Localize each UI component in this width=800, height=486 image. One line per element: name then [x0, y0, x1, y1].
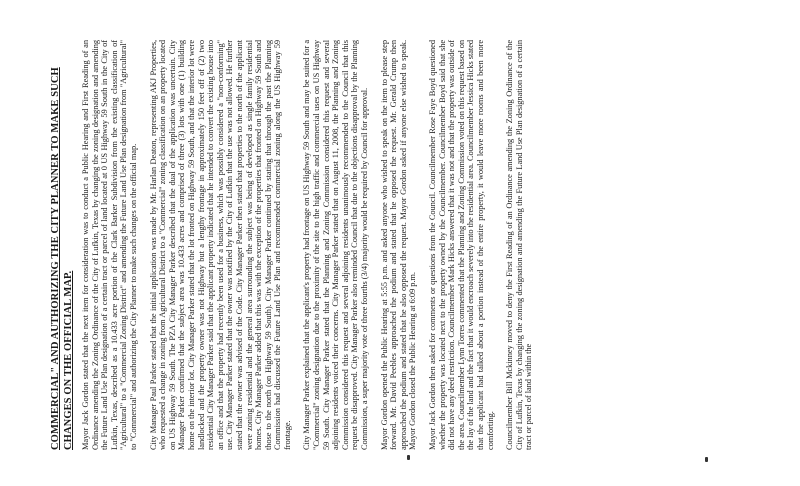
section-heading-line-1: COMMERCIAL" AND AUTHORIZING THE CITY PLANNER TO MAKE SUCH [50, 67, 61, 450]
section-heading [49, 40, 75, 450]
paragraph-intro: Mayor Jack Gordon stated that the next item for consideration was to conduct a Public Hearing and First Reading of an Ordinance amending the Zoning Ordinance of the City of Lufkin, Texas by changing the zoning designation and amending the Future Land Use Plan designation of a certain tract or parcel of land located at 0 US Highway 59 South in the City of Lufkin, Texas, described as a 10.433 acre portion of the Clark Barker Subdivision from the existing classification of "Agricultural" to a "Commercial Zoning District" and amending the Future Land Use Plan designation from "Agricultural" to "Commercial" and authorizing the City Planner to make such changes on the official map. [81, 40, 138, 450]
paragraph-city-manager-report: City Manager Paul Parker stated that the initial application was made by Mr. Harlan Deaton, representing AKJ Properties, who requested a change in zoning from Agricultural District to a "Commercial" zoning classification on an property located on US Highway 59 South. The PZA City Manager Parker described that the dual of the application was uncertain. City Manager Parker confirmed that the subject area was 10.433 acres and comprised of three (3) lots with one (1) building home on the interior lot. City Manager Parker stated that the lot fronted on Highway 59 South, and that the interior lot were landlocked and the property owner was not Highway but a lengthy frontage in approximately 150 feet off of (2) two residential City Manager Parker said that the applicant property indicated that he intended to convert the existing house into an office and that the property had recently been used for a business, which was possibly considered a "non-conforming" use. City Manager Parker stated that the owner was notified by the City of Lufkin that the use was not allowed. He further stated that the owner was advised of the Code. City Manager Parker then stated that properties to the north of the applicant were zoning residential and the general area surrounding the subject was being of developed as single family residential homes. City Manager Parker added that this was with the exception of the properties that fronted on Highway 59 South and those to the north (on Highway 59 South). City Manager Parker continued by stating that through the past the Planning Commission had discussed the Future Land Use Plan and recommended commercial zoning along the US Highway 59 frontage. [148, 40, 292, 450]
paragraph-public-hearing: Mayor Gordon opened the Public Hearing at 5:55 p.m. and asked anyone who wished to speak on the item to please step forward. Mr. David Peebles approached the podium and stated that he opposed the request. Mr. Gerald Crump then approached the podium and stated that he also opposed the request. Mayor Gordon asked if anyone else wished to speak. Mayor Gordon closed the Public Hearing at 6:09 p.m. [379, 40, 418, 450]
scan-mark [407, 455, 410, 460]
paragraph-council-discussion: Mayor Jack Gordon then asked for comments or questions from the Council. Councilmember Rose Faye Boyd questioned whether the property was located next to the property owned by the Councilmember. Councilmember Boyd said that she did not have any deed restriction. Councilmember Mark Hicks answered that it was not and that the property was outside of the area. Councilmember Lynn Torres commented that the Planning and Zoning Commission voted on this request based on the lay of the land and the fact that it would encroach severely into the residential area. Councilmember Jessica Hicks stated that the applicant had talked about a portion instead of the entire property, it would leave more rooms and been more comforting. [428, 40, 495, 450]
paragraph-planning-commission: City Manager Parker explained that the applicant's property had frontage on US Highway 59 South and may be suited for a "Commercial" zoning designation due to the proximity of the site to the high traffic and commercial uses on US Highway 59 South. City Manager Parker stated that the Planning and Zoning Commission considered this request and several adjoining residents voiced their concerns. City Manager Parker stated that on August 11, 2008, the Planning and Zoning Commission considered this request and several adjoining residents unanimously recommended to the Council that this request be disapproved. City Manager Parker also reminded Council that due to the objections disapproval by the Planning Commission, a super majority vote of three fourths (3/4) majority would be required by Council for approval. [302, 40, 370, 450]
paragraph-motion: Councilmember Bill Mckinney moved to deny the First Reading of an Ordinance amending the Zoning Ordinance of the City of Lufkin, Texas by changing the zoning designation and amending the Future Land Use Plan designation of a certain tract or parcel of land within the [505, 40, 534, 450]
section-heading-line-2: CHANGES ON THE OFFICIAL MAP. [63, 270, 74, 450]
scan-mark [705, 457, 708, 462]
rotated-text-block [49, 40, 759, 450]
